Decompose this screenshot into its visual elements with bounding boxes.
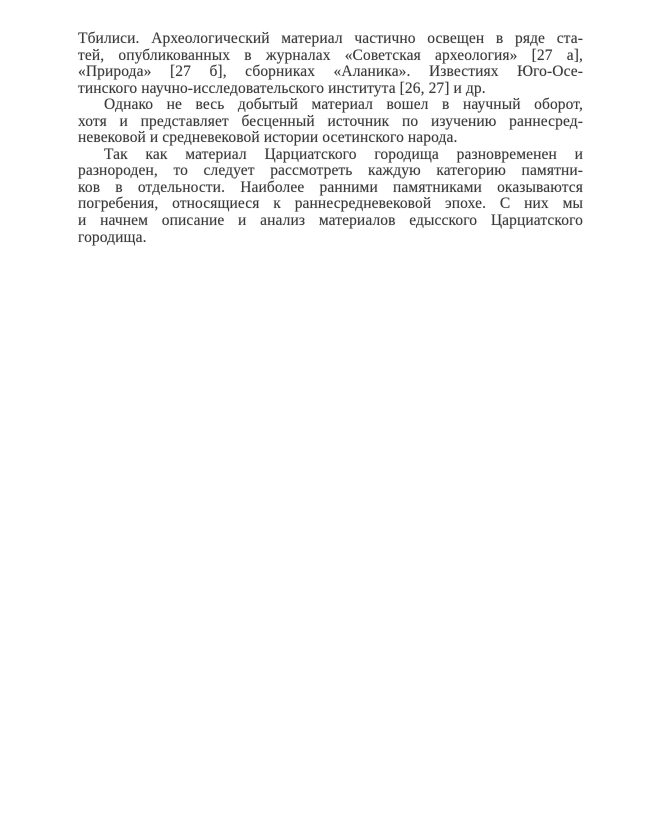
text-line: Тбилиси. Археологический материал частично освещен в ряде ста- (78, 30, 583, 47)
paragraph-1 (78, 31, 583, 97)
text-line: невековой и средневековой истории осетинского народа. (78, 129, 458, 147)
body-text (78, 31, 583, 246)
text-line: городища. (78, 228, 147, 246)
text-line: «Природа» [27 б], сборниках «Аланика». Известиях Юго-Осе- (78, 63, 583, 81)
text-line: ков в отдельности. Наиболее ранними памятниками оказываются (78, 178, 583, 196)
paragraph-3 (78, 147, 583, 246)
text-line: и начнем описание и анализ материалов едысского Царциатского (78, 212, 583, 230)
paragraph-2 (78, 97, 583, 147)
text-line: тей, опубликованных в журналах «Советская археология» [27 а], (78, 46, 583, 64)
text-line: погребения, относящиеся к раннесредневековой эпохе. С них мы (78, 195, 583, 213)
text-line: разнороден, то следует рассмотреть каждую категорию памятни- (78, 162, 583, 180)
text-line: Так как материал Царциатского городища разновременен и (104, 145, 583, 163)
text-line: тинского научно-исследовательского института [26, 27] и др. (78, 79, 486, 97)
text-line: хотя и представляет бесценный источник по изучению раннесред- (78, 112, 583, 130)
text-line: Однако не весь добытый материал вошел в научный оборот, (104, 96, 583, 114)
